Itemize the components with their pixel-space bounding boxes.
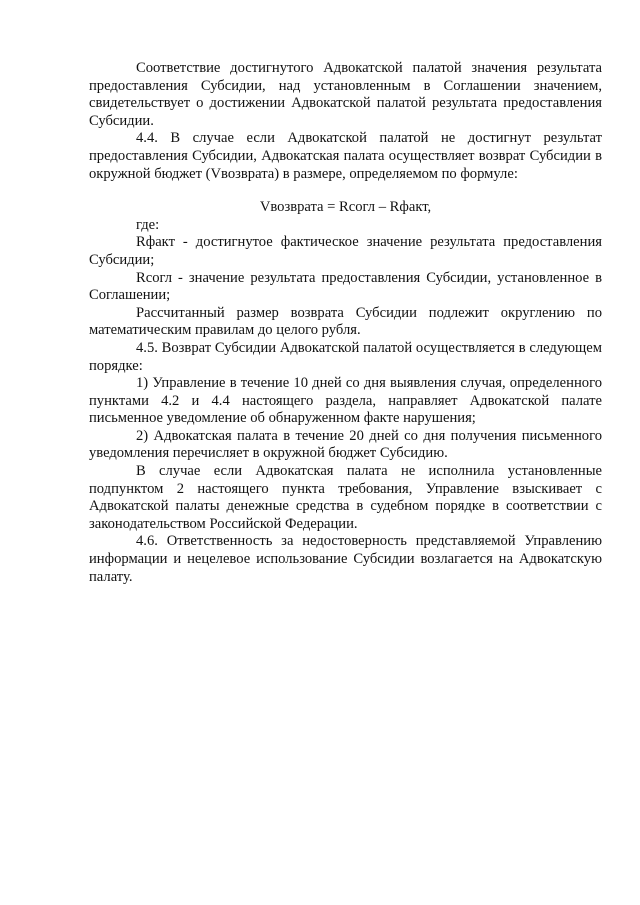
formula-refund: Vвозврата = Rсогл – Rфакт,	[259, 199, 432, 216]
paragraph-rsogl-definition: Rсогл - значение результата предоставления Субсидии, установленное в Соглашении;	[89, 269, 602, 304]
paragraph-4-4: 4.4. В случае если Адвокатской палатой не достигнут результат предоставления Субсидии, Адвокатская палата осуществляет возврат Субсидии в окружной бюджет (Vвозврата) в размере, определяемом по формуле:	[89, 130, 602, 182]
paragraph-step-1: 1) Управление в течение 10 дней со дня выявления случая, определенного пунктами 4.2 и 4.4 настоящего раздела, направляет Адвокатской палате письменное уведомление об обнаруженном факте нарушения;	[89, 375, 602, 427]
paragraph-where: где:	[136, 216, 160, 233]
paragraph-step-2: 2) Адвокатская палата в течение 20 дней со дня получения письменного уведомления перечисляет в окружной бюджет Субсидию.	[89, 427, 602, 462]
paragraph-4-6: 4.6. Ответственность за недостоверность представляемой Управлению информации и нецелевое использование Субсидии возлагается на Адвокатскую палату.	[89, 533, 602, 585]
document-page	[89, 60, 602, 586]
paragraph-court-recovery: В случае если Адвокатская палата не исполнила установленные подпунктом 2 настоящего пункта требования, Управление взыскивает с Адвокатской палаты денежные средства в судебном порядке в соответствии с законодательством Российской Федерации.	[89, 463, 602, 532]
paragraph-4-5: 4.5. Возврат Субсидии Адвокатской палатой осуществляется в следующем порядке:	[89, 339, 602, 374]
paragraph-result-compliance: Соответствие достигнутого Адвокатской палатой значения результата предоставления Субсидии, над установленным в Соглашении значением, свидетельствует о достижении Адвокатской палатой результата предоставления Субсидии.	[89, 60, 602, 129]
paragraph-rfact-definition: Rфакт - достигнутое фактическое значение результата предоставления Субсидии;	[89, 234, 602, 268]
paragraph-rounding: Рассчитанный размер возврата Субсидии подлежит округлению по математическим правилам до целого рубля.	[89, 304, 602, 339]
